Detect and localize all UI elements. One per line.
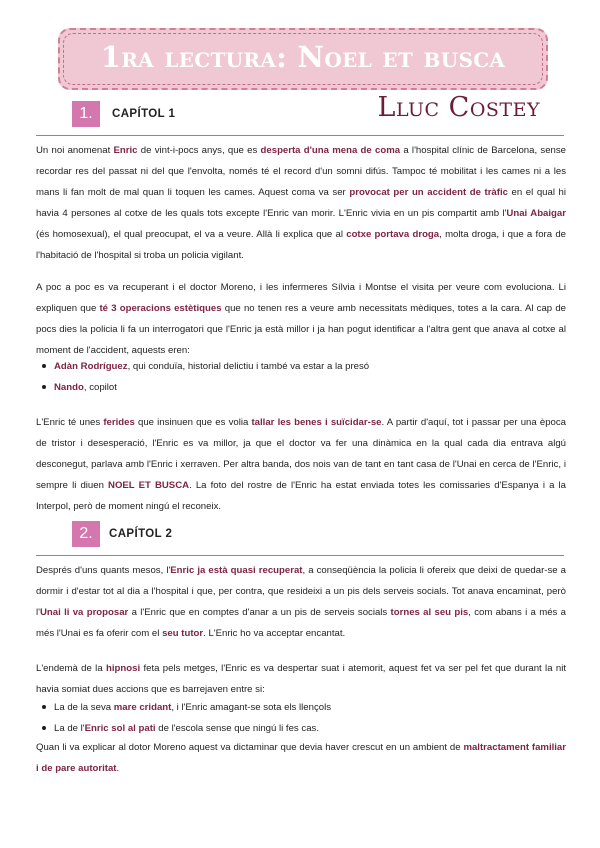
chapter-2-paragraph-2: L'endemà de la hipnosi feta pels metges, l'Enric es va despertar suat i atemorit, aquest fet va ser pel fet que durant la nit havia somiat dues accions que es barrejaven entre si: bbox=[36, 663, 566, 695]
chapter-1-title: CAPÍTOL 1 bbox=[112, 108, 176, 120]
chapter-1-paragraph-1: Un noi anomenat Enric de vint-i-pocs anys, que es desperta d'una mena de coma a l'hospital clínic de Barcelona, sense recordar res del passat ni del que l'envolta, només té el record d'un somni difús. Tampoc té mobilitat i les cames ni a les mans li fan molt de mal quan li toquen les cames. Aquest coma va ser provocat per un accident de tràfic en el qual hi havia 4 persones al cotxe de les quals tots excepte l'Enric van morir. L'Enric vivia en un pis compartit amb l'Unai Abaigar (és homosexual), el qual preocupat, el va a veure. Allà li explica que al cotxe portava droga, molta droga, i que a fora de l'habitació de l'hospital si troba un policia vigilant. bbox=[36, 145, 567, 261]
chapter-2-bullet-list bbox=[36, 697, 566, 739]
list-item: Adàn Rodríguez, qui conduïa, historial delictiu i també va estar a la presó bbox=[36, 356, 566, 377]
page-title: 1ra lectura: Noel et busca bbox=[100, 40, 506, 74]
list-item: Nando, copilot bbox=[36, 377, 566, 398]
chapter-1-number: 1. bbox=[72, 101, 100, 127]
chapter-1-bullet-list bbox=[36, 356, 566, 398]
author-name: Lluc Costey bbox=[377, 92, 540, 123]
list-item: La de la seva mare cridant, i l'Enric amagant-se sota els llençols bbox=[36, 697, 566, 718]
chapter-2-paragraph-1: Després d'uns quants mesos, l'Enric ja està quasi recuperat, a conseqüència la policia li ofereix que deixi de quedar-se a dormir i d'estar tot al dia a l'hospital i que, per contra, que resideixi a un pis dels serveis socials. Tot anava encaminat, però l'Unai li va proposar a l'Enric que en comptes d'anar a un pis de serveis socials tornes al seu pis, com abans i a més a més l'Unai es fa oferir com el seu tutor. L'Enric ho va acceptar encantat. bbox=[36, 565, 567, 639]
chapter-1-paragraph-3: L'Enric té unes ferides que insinuen que es volia tallar les benes i suïcidar-se. A partir d'aquí, tot i passar per una època de tristor i desesperació, l'Enric es va millor, ja que el doctor va fer una dinàmica en la qual cada dia entrava algú desconegut, parlava amb l'Enric i xerraven. Per altra banda, dos nois van de tant en tant casa de l'Unai en cerca de l'Enric, i sempre li diuen NOEL ET BUSCA. La foto del rostre de l'Enric ha estat enviada totes les comissaries d'Espanya i a la Interpol, però de moment ningú el reconeix. bbox=[36, 417, 567, 512]
chapter-1-paragraph-2: A poc a poc es va recuperant i el doctor Moreno, i les infermeres Sílvia i Montse el visita per veure com evoluciona. Li expliquen que té 3 operacions estètiques que no tenen res a veure amb necessitats mèdiques, totes a la cara. Al cap de pocs dies la policia li fa un interrogatori que l'Enric ja està millor i ja han pogut identificar a l'altra gent que anava al cotxe al moment de l'accident, aquests eren: bbox=[36, 282, 566, 356]
chapter-2-number: 2. bbox=[72, 521, 100, 547]
title-banner bbox=[58, 28, 548, 90]
chapter-2-paragraph-3: Quan li va explicar al dotor Moreno aquest va dictaminar que devia haver crescut en un ambient de maltractament familiar i de pare autoritat. bbox=[36, 742, 567, 774]
list-item: La de l'Enric sol al pati de l'escola sense que ningú li fes cas. bbox=[36, 718, 566, 739]
chapter-1-divider bbox=[36, 135, 564, 136]
chapter-2-divider bbox=[36, 555, 564, 556]
chapter-2-title: CAPÍTOL 2 bbox=[109, 528, 173, 540]
